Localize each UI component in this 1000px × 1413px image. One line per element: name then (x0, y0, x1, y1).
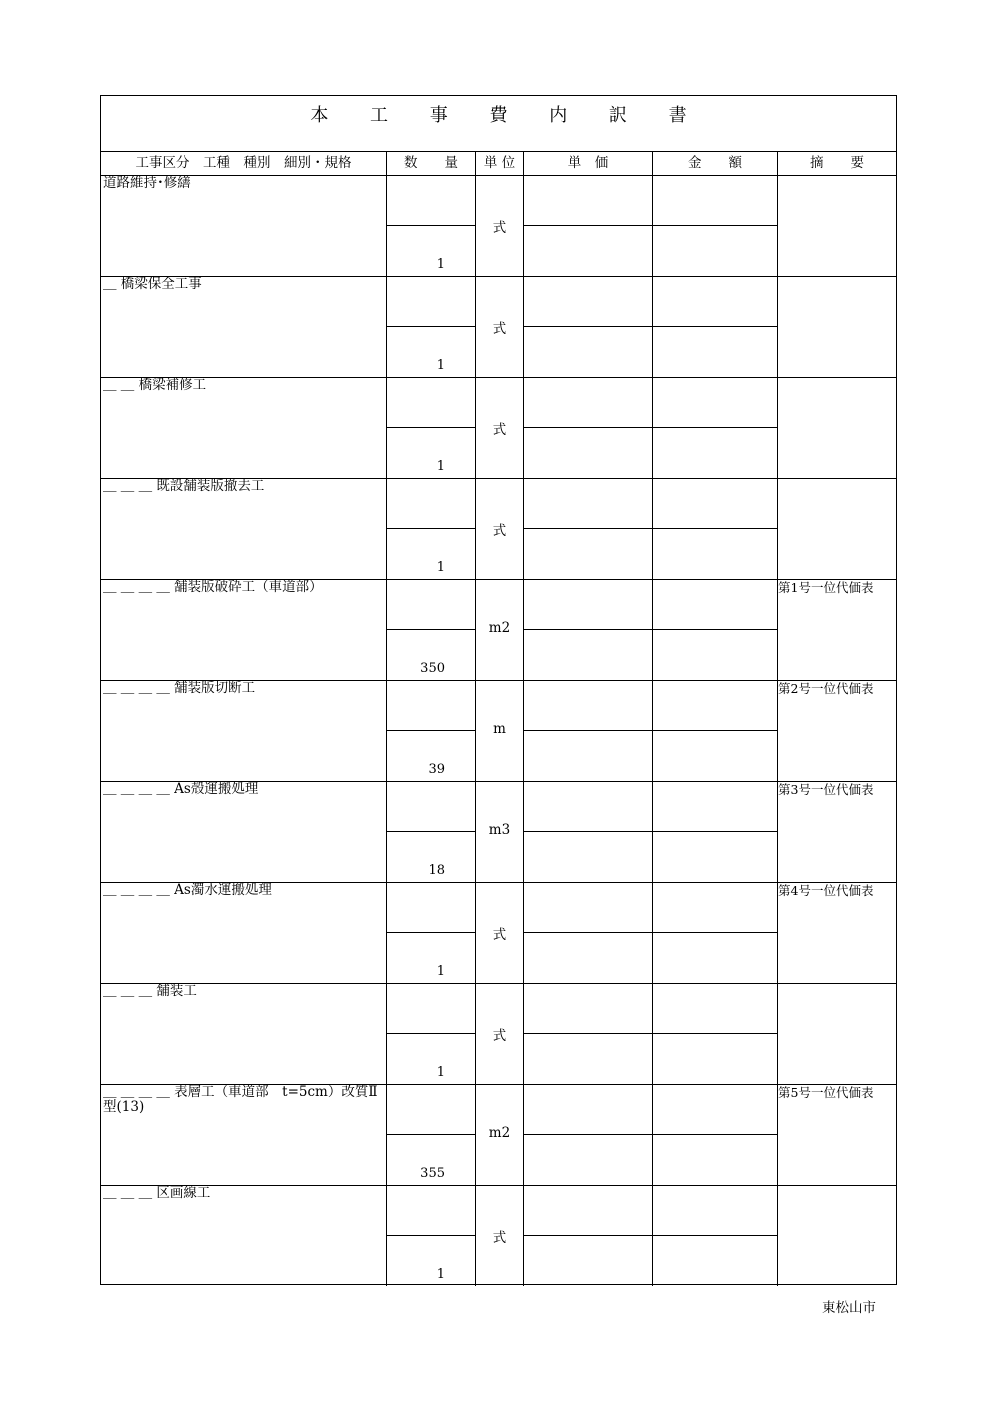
table-row (101, 378, 896, 479)
unit-value: m2 (488, 1125, 511, 1141)
quantity-cell (387, 580, 476, 680)
unit-price-cell (524, 782, 653, 882)
unit-cell (476, 883, 524, 983)
header-quantity: 数 量 (387, 152, 476, 176)
item-cell (101, 782, 387, 882)
cost-breakdown-sheet (100, 95, 897, 1285)
quantity-value: 1 (436, 1267, 445, 1282)
unit-cell (476, 681, 524, 781)
remarks-cell (778, 681, 896, 781)
amount-cell (653, 681, 778, 781)
quantity-value: 355 (420, 1166, 445, 1181)
unit-value: 式 (492, 523, 507, 539)
remarks-cell (778, 580, 896, 680)
unit-value: 式 (492, 220, 507, 236)
table-row (101, 479, 896, 580)
unit-price-cell (524, 176, 653, 276)
remarks-cell (778, 176, 896, 276)
table-row (101, 782, 896, 883)
unit-cell (476, 176, 524, 276)
amount-cell (653, 378, 778, 478)
quantity-value: 1 (436, 560, 445, 575)
unit-price-cell (524, 1186, 653, 1286)
item-name: ＿ ＿ ＿ ＿ As濁水運搬処理 (103, 882, 272, 898)
remarks-cell (778, 1085, 896, 1185)
item-cell (101, 1085, 387, 1185)
title-band (101, 96, 896, 152)
quantity-cell (387, 984, 476, 1084)
amount-cell (653, 1085, 778, 1185)
item-name: ＿ ＿ ＿ 既設舗装版撤去工 (103, 478, 265, 494)
table-row (101, 1085, 896, 1186)
item-cell (101, 984, 387, 1084)
item-name: ＿ ＿ ＿ ＿ 舗装版切断工 (103, 680, 256, 696)
quantity-cell (387, 782, 476, 882)
item-cell (101, 580, 387, 680)
unit-cell (476, 378, 524, 478)
quantity-cell (387, 681, 476, 781)
unit-cell (476, 277, 524, 377)
unit-price-cell (524, 1085, 653, 1185)
unit-cell (476, 782, 524, 882)
item-cell (101, 277, 387, 377)
table-row (101, 277, 896, 378)
unit-value: m (493, 721, 506, 737)
item-cell (101, 681, 387, 781)
unit-value: m2 (488, 620, 511, 636)
unit-price-cell (524, 984, 653, 1084)
remarks-cell (778, 984, 896, 1084)
item-name: ＿ ＿ ＿ ＿ 舗装版破砕工（車道部） (103, 579, 323, 595)
quantity-cell (387, 378, 476, 478)
table-row (101, 883, 896, 984)
item-cell (101, 883, 387, 983)
header-remarks: 摘 要 (810, 155, 864, 171)
item-name: ＿ ＿ ＿ ＿ 表層工（車道部 t=5cm）改質Ⅱ型(13) (103, 1084, 378, 1115)
item-name: ＿ ＿ ＿ 区画線工 (103, 1185, 211, 1201)
unit-value: 式 (492, 1028, 507, 1044)
quantity-value: 1 (436, 964, 445, 979)
remarks-cell (778, 277, 896, 377)
header-amount: 金 額 (653, 152, 778, 176)
amount-cell (653, 1186, 778, 1286)
amount-cell (653, 176, 778, 276)
unit-cell (476, 1186, 524, 1286)
item-cell (101, 378, 387, 478)
amount-cell (653, 984, 778, 1084)
amount-cell (653, 277, 778, 377)
item-name: ＿ ＿ 橋梁補修工 (103, 377, 207, 393)
header-item: 工事区分 工種 種別 細別・規格 (101, 152, 387, 176)
unit-price-cell (524, 378, 653, 478)
remarks-cell (778, 378, 896, 478)
unit-price-cell (524, 681, 653, 781)
item-name: ＿ ＿ ＿ ＿ As殻運搬処理 (103, 781, 259, 797)
header-unit: 単 位 (476, 152, 524, 176)
quantity-value: 1 (436, 358, 445, 373)
remarks-value: 第2号一位代価表 (778, 681, 874, 696)
issuer-name: 東松山市 (822, 1300, 876, 1316)
item-cell (101, 479, 387, 579)
remarks-cell (778, 883, 896, 983)
unit-value: 式 (492, 422, 507, 438)
item-cell (101, 1186, 387, 1286)
item-cell (101, 176, 387, 276)
unit-value: 式 (492, 927, 507, 943)
table-row (101, 681, 896, 782)
quantity-value: 350 (420, 661, 445, 676)
quantity-value: 1 (436, 1065, 445, 1080)
unit-value: 式 (492, 321, 507, 337)
table-header (101, 152, 896, 176)
amount-cell (653, 883, 778, 983)
table-row (101, 580, 896, 681)
remarks-cell (778, 1186, 896, 1286)
quantity-cell (387, 883, 476, 983)
quantity-cell (387, 176, 476, 276)
item-name: 道路維持･修繕 (103, 175, 191, 191)
unit-value: m3 (488, 822, 511, 838)
item-name: ＿ 橋梁保全工事 (103, 276, 202, 292)
remarks-cell (778, 479, 896, 579)
table-row (101, 1186, 896, 1286)
unit-price-cell (524, 277, 653, 377)
quantity-cell (387, 277, 476, 377)
amount-cell (653, 479, 778, 579)
page-title: 本 工 事 費 内 訳 書 (310, 105, 705, 126)
unit-price-cell (524, 580, 653, 680)
remarks-value: 第4号一位代価表 (778, 883, 874, 898)
amount-cell (653, 580, 778, 680)
quantity-value: 1 (436, 257, 445, 272)
unit-price-cell (524, 479, 653, 579)
header-unit-price: 単 価 (524, 152, 653, 176)
unit-value: 式 (492, 1230, 507, 1246)
table-row (101, 984, 896, 1085)
table-row (101, 176, 896, 277)
unit-cell (476, 1085, 524, 1185)
unit-price-cell (524, 883, 653, 983)
quantity-cell (387, 1186, 476, 1286)
remarks-value: 第3号一位代価表 (778, 782, 874, 797)
unit-cell (476, 580, 524, 680)
unit-cell (476, 479, 524, 579)
unit-cell (476, 984, 524, 1084)
quantity-value: 39 (428, 762, 445, 777)
remarks-value: 第1号一位代価表 (778, 580, 874, 595)
quantity-value: 18 (428, 863, 445, 878)
remarks-value: 第5号一位代価表 (778, 1085, 874, 1100)
quantity-cell (387, 479, 476, 579)
remarks-cell (778, 782, 896, 882)
item-name: ＿ ＿ ＿ 舗装工 (103, 983, 197, 999)
amount-cell (653, 782, 778, 882)
quantity-value: 1 (436, 459, 445, 474)
quantity-cell (387, 1085, 476, 1185)
